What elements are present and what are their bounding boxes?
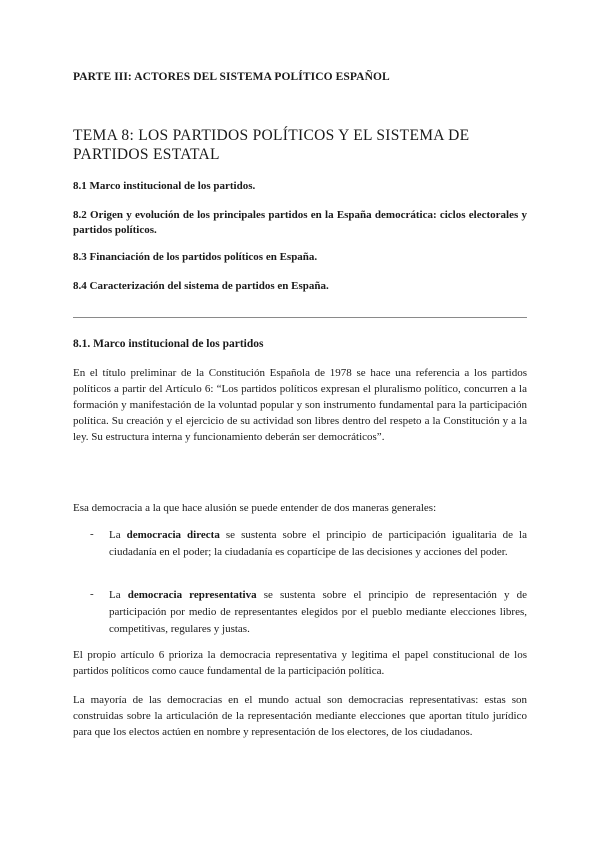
section-divider [73, 317, 527, 318]
toc-item-8-1: 8.1 Marco institucional de los partidos. [73, 180, 256, 192]
bullet-term: democracia directa [126, 529, 220, 541]
bullet-dash: - [90, 528, 94, 540]
tema-title: TEMA 8: LOS PARTIDOS POLÍTICOS Y EL SISTEMA DE PARTIDOS ESTATAL [73, 127, 470, 163]
bullet-direct-democracy [109, 527, 527, 561]
toc-item-8-2: 8.2 Origen y evolución de los principales partidos en la España democrática: ciclos electorales y partidos políticos. [73, 209, 527, 236]
paragraph-democracy-intro: Esa democracia a la que hace alusión se puede entender de dos maneras generales: [73, 502, 437, 514]
section-heading: 8.1. Marco institucional de los partidos [73, 338, 264, 350]
paragraph-constitution: En el título preliminar de la Constitución Española de 1978 se hace una referencia a los partidos políticos a partir del Artículo 6: “Los partidos políticos expresan el pluralismo político, concurren a la formación y manifestación de la voluntad popular y son instrumento fundamental para la participación política. Su creación y el ejercicio de su actividad son libres dentro del respeto a la Constitución y a la ley. Su estructura interna y funcionamiento deberán ser democráticos”. [73, 367, 527, 443]
paragraph-representative-majority: La mayoría de las democracias en el mundo actual son democracias representativas: estas son construidas sobre la articulación de la representación mediante elecciones que aportan título jurídico para que los electos actúen en nombre y representación de los electores, de los ciudadanos. [73, 694, 527, 738]
bullet-prefix: La [109, 589, 128, 601]
bullet-term: democracia representativa [127, 589, 257, 601]
toc-item-8-3: 8.3 Financiación de los partidos políticos en España. [73, 251, 318, 263]
paragraph-article-6: El propio artículo 6 prioriza la democracia representativa y legitima el papel constitucional de los partidos políticos como cauce fundamental de la participación política. [73, 649, 527, 677]
toc-item-8-4: 8.4 Caracterización del sistema de partidos en España. [73, 280, 329, 292]
bullet-dash: - [90, 588, 94, 600]
bullet-prefix: La [109, 529, 127, 541]
part-heading: PARTE III: ACTORES DEL SISTEMA POLÍTICO ESPAÑOL [73, 71, 390, 83]
bullet-description: se sustenta sobre el principio de participación igualitaria de la ciudadanía en el poder; la ciudadanía es copartícipe de las decisiones y acciones del poder. [109, 529, 527, 558]
bullet-description: se sustenta sobre el principio de representación y de participación por medio de representantes elegidos por el pueblo mediante elecciones libres, competitivas, regulares y justas. [109, 589, 528, 635]
bullet-representative-democracy [109, 587, 527, 638]
